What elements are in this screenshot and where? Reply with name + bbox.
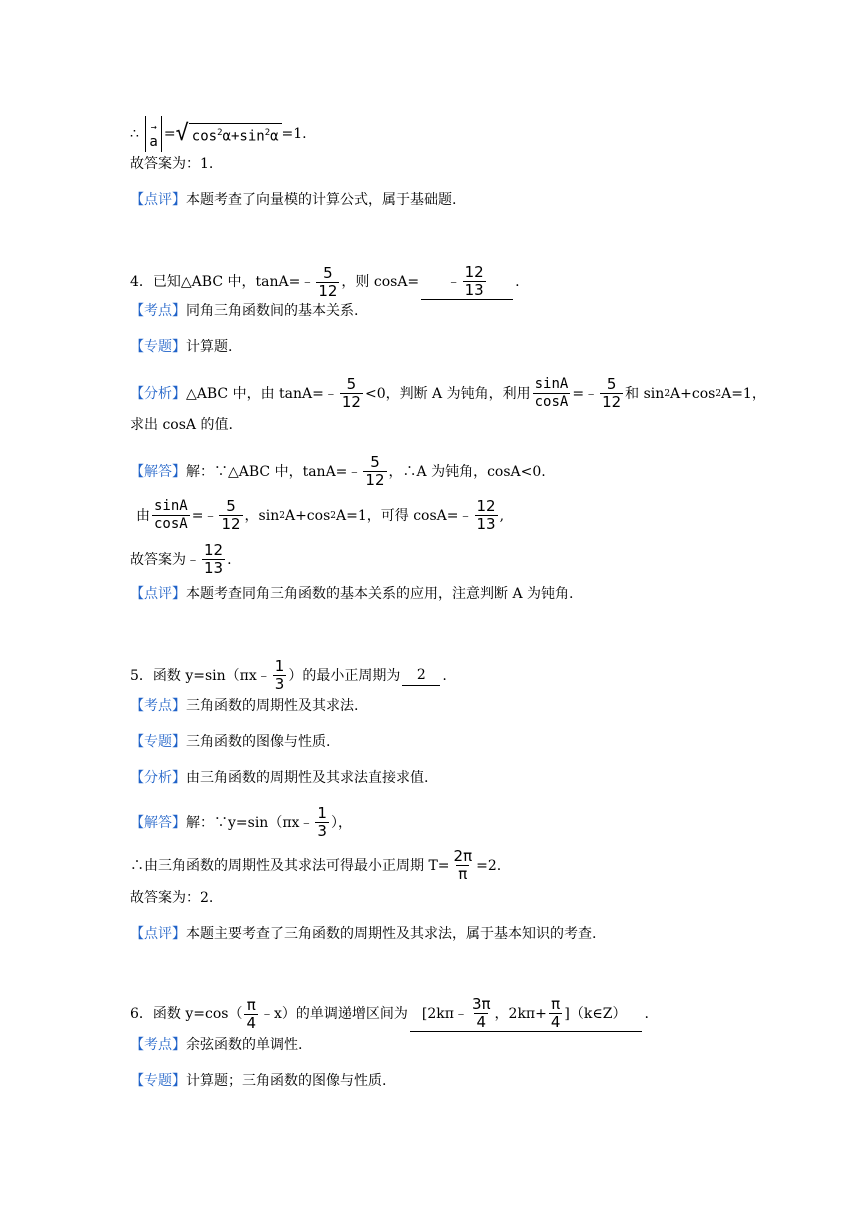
therefore-symbol: ∴: [130, 126, 139, 142]
q5-solution-step2: ∴由三角函数的周期性及其求法可得最小正周期 T= $\frac{2\pi}{\pi}$ =2.: [130, 847, 502, 883]
solution-tag: 【解答】: [130, 814, 186, 831]
q5-knowledge-point: 【考点】 三角函数的周期性及其求法.: [130, 698, 359, 714]
fraction-12-13: $\frac{12}{13}$: [476, 497, 496, 533]
q4-answer: 故答案为 ﹣ $\frac{12}{13}$ .: [130, 541, 232, 577]
fraction-5-12: $\frac{5}{12}$: [341, 375, 361, 411]
knowledge-tag: 【考点】: [130, 1037, 186, 1053]
fraction-5-12: $\frac{5}{12}$: [318, 263, 338, 300]
fraction-12-13: $\frac{12}{13}$: [204, 541, 224, 577]
fraction-5-12: $\frac{5}{12}$: [221, 497, 241, 533]
q6-stem: 6．函数 y=cos（ $\frac{\pi}{4}$ ﹣x）的单调递增区间为 [2kπ ﹣ $\frac{3\pi}{4}$ ，2kπ+ $\frac{\pi}{4}$ ]（k∈Z） .: [130, 995, 649, 1032]
radicand: $\cos^2\alpha+\sin^2\alpha$: [189, 123, 282, 146]
fraction-sina-cosa: $\frac{\sin A}{\cos A}$: [534, 376, 569, 410]
topic-tag: 【专题】: [130, 1073, 186, 1089]
fraction-pi-4: $\frac{\pi}{4}$: [246, 995, 256, 1032]
fraction-5-12: $\frac{5}{12}$: [365, 453, 385, 489]
solution-tag: 【解答】: [130, 463, 186, 480]
q6-knowledge-point: 【考点】 余弦函数的单调性.: [130, 1037, 303, 1053]
magnitude-formula-line: ∴ → a = √ $\cos^2\alpha+\sin^2\alpha$ =1.: [130, 116, 307, 152]
fraction-1-3: $\frac{1}{3}$: [274, 657, 285, 693]
q6-topic: 【专题】 计算题；三角函数的图像与性质.: [130, 1073, 387, 1089]
knowledge-tag: 【考点】: [130, 698, 186, 714]
fraction-5-12: $\frac{5}{12}$: [602, 375, 622, 411]
analysis-tag: 【分析】: [130, 385, 186, 402]
answer-blank: [2kπ ﹣ $\frac{3\pi}{4}$ ，2kπ+ $\frac{\pi}{4}$ ]（k∈Z）: [410, 996, 643, 1032]
q5-stem: 5．函数 y=sin（πx ﹣ $\frac{1}{3}$ ）的最小正周期为 2 .: [130, 657, 447, 693]
fraction-3pi-4: $\frac{3\pi}{4}$: [471, 995, 491, 1031]
fraction-2pi-pi: $\frac{2\pi}{\pi}$: [453, 847, 473, 883]
fraction-sina-cosa: $\frac{\sin A}{\cos A}$: [154, 498, 188, 532]
fraction-pi-4: $\frac{\pi}{4}$: [550, 995, 561, 1031]
q4-knowledge-point: 【考点】 同角三角函数间的基本关系.: [130, 303, 359, 319]
q4-analysis-cont: 求出 cosA 的值.: [130, 417, 233, 433]
q4-stem: 4．已知△ABC 中，tanA= ﹣ $\frac{5}{12}$ ，则 cosA= ﹣ $\frac{12}{13}$ .: [130, 263, 520, 300]
review-tag: 【点评】: [130, 586, 186, 602]
analysis-tag: 【分析】: [130, 770, 186, 786]
p3-review: 【点评】 本题考查了向量模的计算公式，属于基础题.: [130, 192, 457, 208]
q5-topic: 【专题】 三角函数的图像与性质.: [130, 734, 331, 750]
review-tag: 【点评】: [130, 192, 186, 208]
radical-sign-icon: √: [175, 121, 189, 147]
q4-solution: 【解答】 解：∵△ABC 中，tanA= ﹣ $\frac{5}{12}$ ，∴A 为钝角，cosA<0.: [130, 453, 546, 489]
vector-arrow-icon: →: [150, 122, 157, 133]
q4-topic: 【专题】 计算题.: [130, 339, 233, 355]
answer-blank: ﹣ $\frac{12}{13}$: [421, 264, 513, 300]
vector-magnitude: [145, 116, 161, 152]
magnitude-result: =1.: [281, 126, 307, 142]
q5-analysis: 【分析】 由三角函数的周期性及其求法直接求值.: [130, 770, 429, 786]
review-tag: 【点评】: [130, 926, 186, 942]
knowledge-tag: 【考点】: [130, 303, 186, 319]
q5-solution: 【解答】 解：∵y=sin（πx ﹣ $\frac{1}{3}$ ），: [130, 804, 352, 840]
p3-answer: 故答案为：1.: [130, 156, 214, 172]
fraction-1-3: $\frac{1}{3}$: [317, 804, 327, 840]
topic-tag: 【专题】: [130, 734, 186, 750]
vector-a: → a: [149, 122, 158, 150]
answer-fraction: $\frac{12}{13}$: [464, 263, 484, 299]
q4-solution-step2: 由 $\frac{\sin A}{\cos A}$ = ﹣ $\frac{5}{12}$ ，sin 2 A+cos 2 A=1，可得 cosA= ﹣ $\frac{12}{13}$ ,: [136, 497, 505, 533]
answer-blank: 2: [402, 665, 440, 686]
q4-analysis: 【分析】 △ABC 中，由 tanA= ﹣ $\frac{5}{12}$ <0，判断 A 为钝角，利用 $\frac{\sin A}{\cos A}$ = ﹣ $\frac{5}{12}$ 和 sin 2 A+cos 2 A=1，: [130, 375, 766, 411]
square-root: [176, 123, 282, 146]
topic-tag: 【专题】: [130, 339, 186, 355]
q5-answer: 故答案为：2.: [130, 890, 214, 906]
q4-review: 【点评】 本题考查同角三角函数的基本关系的应用，注意判断 A 为钝角.: [130, 586, 574, 602]
q5-review: 【点评】 本题主要考查了三角函数的周期性及其求法，属于基本知识的考查.: [130, 926, 597, 942]
